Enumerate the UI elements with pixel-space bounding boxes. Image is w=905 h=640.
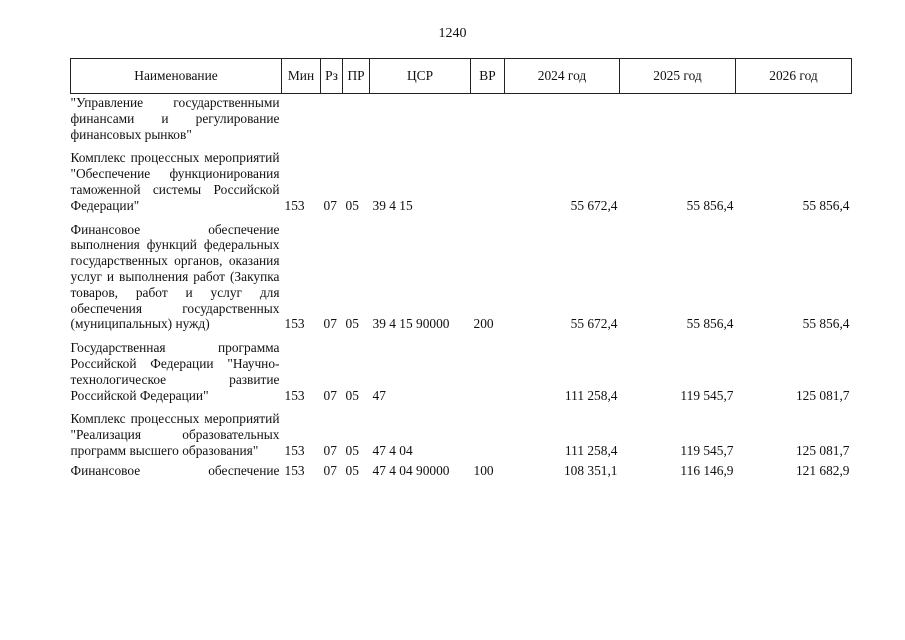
row-2025: 119 545,7 [680,387,734,403]
row-vr [471,340,505,403]
header-2024: 2024 год [505,59,620,94]
row-2024: 111 258,4 [564,442,618,458]
row-2024: 111 258,4 [564,387,618,403]
row-vr [471,411,505,458]
row-2026: 125 081,7 [795,387,850,403]
row-2024: 55 672,4 [570,197,618,213]
row-2025 [620,94,736,143]
row-name: Комплекс процессных мероприятий "Обеспечение функционирования таможенной системы Российской Федерации" [70,150,280,213]
row-rz: 07 [323,316,337,332]
row-name: Финансовое обеспечение выполнения функций федеральных государственных органов, оказания услуг и выполнения работ (Закупка товаров, работ и услуг для обеспечения государственных (муниципальных) нужд) [70,221,280,332]
row-min: 153 [284,442,305,458]
header-csr: ЦСР [370,59,471,94]
row-min: 153 [284,197,305,213]
table-row [71,340,852,403]
row-min: 153 [284,387,305,403]
header-rz: Рз [321,59,343,94]
row-name: Финансовое обеспечение [70,462,280,478]
table-row [71,150,852,213]
row-csr: 39 4 15 [372,197,413,213]
row-2025: 119 545,7 [680,442,734,458]
table-header-row [71,59,852,94]
row-min [282,94,321,143]
header-pr: ПР [343,59,370,94]
row-2024: 108 351,1 [563,462,618,478]
header-name: Наименование [71,59,282,94]
row-csr: 47 [372,387,386,403]
row-rz: 07 [323,387,337,403]
header-2026: 2026 год [736,59,852,94]
row-csr: 47 4 04 [372,442,413,458]
row-vr: 100 [473,462,494,478]
row-2025: 55 856,4 [686,197,734,213]
row-pr: 05 [345,197,359,213]
page-number: 1240 [438,26,467,41]
row-2025: 116 146,9 [680,462,734,478]
row-rz: 07 [323,442,337,458]
header-min: Мин [282,59,321,94]
budget-table [70,58,852,479]
row-2026: 55 856,4 [802,316,850,332]
row-csr [370,94,471,143]
row-csr: 47 4 04 90000 [372,462,450,478]
row-pr: 05 [345,462,359,478]
row-rz: 07 [323,197,337,213]
header-2025: 2025 год [620,59,736,94]
row-2024 [505,94,620,143]
row-2026: 125 081,7 [795,442,850,458]
header-vr: ВР [471,59,505,94]
row-name: Государственная программа Российской Федерации "Научно-технологическое развитие Российской Федерации" [70,340,280,403]
table-row [71,222,852,333]
row-rz: 07 [323,462,337,478]
row-2025: 55 856,4 [686,316,734,332]
table-row [71,94,852,143]
row-vr [471,150,505,213]
row-pr: 05 [345,387,359,403]
row-pr: 05 [345,442,359,458]
row-2026 [736,94,852,143]
row-rz [321,94,343,143]
row-name: Комплекс процессных мероприятий "Реализация образовательных программ высшего образования" [70,411,280,458]
row-pr [343,94,370,143]
row-2024: 55 672,4 [570,316,618,332]
row-vr [471,94,505,143]
table-row [71,463,852,479]
row-csr: 39 4 15 90000 [372,316,450,332]
row-name: "Управление государственными финансами и регулирование финансовых рынков" [70,95,280,142]
row-2026: 55 856,4 [802,197,850,213]
row-2026: 121 682,9 [795,462,850,478]
table-row [71,411,852,458]
row-vr: 200 [473,316,494,332]
row-min: 153 [284,316,305,332]
row-min: 153 [284,462,305,478]
row-pr: 05 [345,316,359,332]
